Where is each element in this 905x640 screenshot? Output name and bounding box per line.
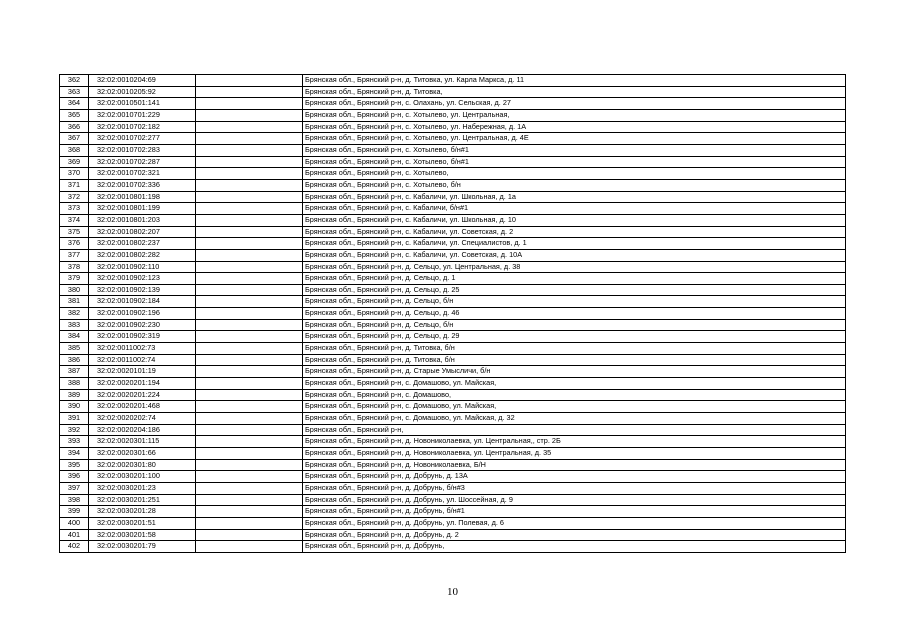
- cadastral-number-cell: 32:02:0020204:186: [89, 424, 196, 436]
- cadastral-number-cell: 32:02:0010902:123: [89, 273, 196, 285]
- table-row: [60, 343, 846, 355]
- address-cell: Брянская обл., Брянский р-н, д. Новониколаевка, ул. Центральная, д. 35: [303, 448, 846, 460]
- table-row: [60, 121, 846, 133]
- cadastral-number-cell: 32:02:0030201:100: [89, 471, 196, 483]
- address-cell: Брянская обл., Брянский р-н, д. Титовка, б/н: [303, 343, 846, 355]
- empty-cell: [196, 459, 303, 471]
- cadastral-number-cell: 32:02:0010902:230: [89, 319, 196, 331]
- table-row: [60, 238, 846, 250]
- cadastral-number-cell: 32:02:0010204:69: [89, 75, 196, 87]
- row-number-cell: 376: [60, 238, 89, 250]
- address-cell: Брянская обл., Брянский р-н, с. Кабаличи, ул. Школьная, д. 10: [303, 214, 846, 226]
- row-number-cell: 370: [60, 168, 89, 180]
- table-row: [60, 448, 846, 460]
- row-number-cell: 386: [60, 354, 89, 366]
- table-row: [60, 331, 846, 343]
- cadastral-number-cell: 32:02:0010702:277: [89, 133, 196, 145]
- cadastral-number-cell: 32:02:0020202:74: [89, 413, 196, 425]
- row-number-cell: 379: [60, 273, 89, 285]
- row-number-cell: 368: [60, 144, 89, 156]
- cadastral-number-cell: 32:02:0020101:19: [89, 366, 196, 378]
- cadastral-number-cell: 32:02:0030201:58: [89, 529, 196, 541]
- row-number-cell: 374: [60, 214, 89, 226]
- cadastral-number-cell: 32:02:0010902:110: [89, 261, 196, 273]
- page-number: 10: [447, 586, 458, 598]
- row-number-cell: 384: [60, 331, 89, 343]
- address-cell: Брянская обл., Брянский р-н, с. Кабаличи, ул. Школьная, д. 1а: [303, 191, 846, 203]
- address-cell: Брянская обл., Брянский р-н, д. Титовка, б/н: [303, 354, 846, 366]
- cadastral-number-cell: 32:02:0010801:203: [89, 214, 196, 226]
- empty-cell: [196, 471, 303, 483]
- cadastral-number-cell: 32:02:0030201:51: [89, 517, 196, 529]
- address-cell: Брянская обл., Брянский р-н, с. Домашово, ул. Майская,: [303, 378, 846, 390]
- cadastral-number-cell: 32:02:0010702:287: [89, 156, 196, 168]
- cadastral-number-cell: 32:02:0010801:198: [89, 191, 196, 203]
- empty-cell: [196, 436, 303, 448]
- address-cell: Брянская обл., Брянский р-н, д. Добрунь, д. 2: [303, 529, 846, 541]
- table-row: [60, 168, 846, 180]
- table-row: [60, 366, 846, 378]
- address-cell: Брянская обл., Брянский р-н, д. Старые Умысличи, б/н: [303, 366, 846, 378]
- cadastral-number-cell: 32:02:0020301:115: [89, 436, 196, 448]
- row-number-cell: 398: [60, 494, 89, 506]
- table-row: [60, 214, 846, 226]
- table-row: [60, 75, 846, 87]
- cadastral-number-cell: 32:02:0011002:74: [89, 354, 196, 366]
- cadastral-number-cell: 32:02:0030201:23: [89, 482, 196, 494]
- address-cell: Брянская обл., Брянский р-н, с. Кабаличи, ул. Специалистов, д. 1: [303, 238, 846, 250]
- row-number-cell: 389: [60, 389, 89, 401]
- table-row: [60, 378, 846, 390]
- address-cell: Брянская обл., Брянский р-н, с. Хотылево, б/н: [303, 179, 846, 191]
- cadastral-number-cell: 32:02:0020201:224: [89, 389, 196, 401]
- cadastral-number-cell: 32:02:0011002:73: [89, 343, 196, 355]
- table-row: [60, 389, 846, 401]
- cadastral-number-cell: 32:02:0020301:80: [89, 459, 196, 471]
- empty-cell: [196, 343, 303, 355]
- empty-cell: [196, 319, 303, 331]
- address-cell: Брянская обл., Брянский р-н, с. Домашово, ул. Майская,: [303, 401, 846, 413]
- row-number-cell: 400: [60, 517, 89, 529]
- row-number-cell: 385: [60, 343, 89, 355]
- address-cell: Брянская обл., Брянский р-н, с. Кабаличи, б/н#1: [303, 203, 846, 215]
- address-cell: Брянская обл., Брянский р-н, д. Добрунь, д. 13А: [303, 471, 846, 483]
- row-number-cell: 392: [60, 424, 89, 436]
- table-row: [60, 436, 846, 448]
- table-row: [60, 517, 846, 529]
- table-row: [60, 156, 846, 168]
- empty-cell: [196, 86, 303, 98]
- table-row: [60, 308, 846, 320]
- cadastral-number-cell: 32:02:0010802:207: [89, 226, 196, 238]
- table-row: [60, 541, 846, 553]
- address-cell: Брянская обл., Брянский р-н, с. Хотылево, б/н#1: [303, 156, 846, 168]
- cadastral-number-cell: 32:02:0010205:92: [89, 86, 196, 98]
- row-number-cell: 378: [60, 261, 89, 273]
- row-number-cell: 399: [60, 506, 89, 518]
- row-number-cell: 383: [60, 319, 89, 331]
- address-cell: Брянская обл., Брянский р-н, д. Добрунь, ул. Шоссейная, д. 9: [303, 494, 846, 506]
- empty-cell: [196, 541, 303, 553]
- cadastral-number-cell: 32:02:0020201:194: [89, 378, 196, 390]
- address-cell: Брянская обл., Брянский р-н, д. Сельцо, ул. Центральная, д. 38: [303, 261, 846, 273]
- cadastral-number-cell: 32:02:0010902:196: [89, 308, 196, 320]
- row-number-cell: 382: [60, 308, 89, 320]
- row-number-cell: 362: [60, 75, 89, 87]
- row-number-cell: 396: [60, 471, 89, 483]
- row-number-cell: 377: [60, 249, 89, 261]
- empty-cell: [196, 506, 303, 518]
- table-row: [60, 413, 846, 425]
- address-cell: Брянская обл., Брянский р-н, д. Добрунь, б/н#1: [303, 506, 846, 518]
- empty-cell: [196, 144, 303, 156]
- table-row: [60, 296, 846, 308]
- empty-cell: [196, 238, 303, 250]
- empty-cell: [196, 109, 303, 121]
- row-number-cell: 375: [60, 226, 89, 238]
- empty-cell: [196, 168, 303, 180]
- row-number-cell: 366: [60, 121, 89, 133]
- empty-cell: [196, 214, 303, 226]
- cadastral-number-cell: 32:02:0030201:28: [89, 506, 196, 518]
- address-cell: Брянская обл., Брянский р-н, д. Сельцо, б/н: [303, 296, 846, 308]
- address-cell: Брянская обл., Брянский р-н, д. Сельцо, д. 29: [303, 331, 846, 343]
- cadastral-number-cell: 32:02:0030201:251: [89, 494, 196, 506]
- table-row: [60, 86, 846, 98]
- row-number-cell: 372: [60, 191, 89, 203]
- row-number-cell: 380: [60, 284, 89, 296]
- row-number-cell: 363: [60, 86, 89, 98]
- address-cell: Брянская обл., Брянский р-н, д. Титовка, ул. Карла Маркса, д. 11: [303, 75, 846, 87]
- property-table: [59, 74, 846, 553]
- address-cell: Брянская обл., Брянский р-н, с. Олахань, ул. Сельская, д. 27: [303, 98, 846, 110]
- property-table-body: [60, 75, 846, 553]
- cadastral-number-cell: 32:02:0020301:66: [89, 448, 196, 460]
- row-number-cell: 364: [60, 98, 89, 110]
- address-cell: Брянская обл., Брянский р-н, д. Добрунь,: [303, 541, 846, 553]
- table-row: [60, 494, 846, 506]
- cadastral-number-cell: 32:02:0010702:283: [89, 144, 196, 156]
- empty-cell: [196, 226, 303, 238]
- table-row: [60, 179, 846, 191]
- cadastral-number-cell: 32:02:0010801:199: [89, 203, 196, 215]
- row-number-cell: 388: [60, 378, 89, 390]
- address-cell: Брянская обл., Брянский р-н, с. Домашово,: [303, 389, 846, 401]
- row-number-cell: 365: [60, 109, 89, 121]
- cadastral-number-cell: 32:02:0010902:139: [89, 284, 196, 296]
- cadastral-number-cell: 32:02:0010701:229: [89, 109, 196, 121]
- row-number-cell: 391: [60, 413, 89, 425]
- empty-cell: [196, 261, 303, 273]
- empty-cell: [196, 121, 303, 133]
- row-number-cell: 369: [60, 156, 89, 168]
- cadastral-number-cell: 32:02:0010702:321: [89, 168, 196, 180]
- cadastral-number-cell: 32:02:0020201:468: [89, 401, 196, 413]
- address-cell: Брянская обл., Брянский р-н, с. Хотылево, ул. Центральная, д. 4Е: [303, 133, 846, 145]
- empty-cell: [196, 296, 303, 308]
- address-cell: Брянская обл., Брянский р-н, с. Хотылево, б/н#1: [303, 144, 846, 156]
- address-cell: Брянская обл., Брянский р-н, д. Добрунь, ул. Полевая, д. 6: [303, 517, 846, 529]
- cadastral-number-cell: 32:02:0010802:282: [89, 249, 196, 261]
- empty-cell: [196, 75, 303, 87]
- empty-cell: [196, 331, 303, 343]
- cadastral-number-cell: 32:02:0030201:79: [89, 541, 196, 553]
- table-row: [60, 424, 846, 436]
- table-row: [60, 98, 846, 110]
- empty-cell: [196, 413, 303, 425]
- address-cell: Брянская обл., Брянский р-н, д. Новониколаевка, ул. Центральная,, стр. 2Б: [303, 436, 846, 448]
- address-cell: Брянская обл., Брянский р-н, с. Кабаличи, ул. Советская, д. 10А: [303, 249, 846, 261]
- table-row: [60, 133, 846, 145]
- empty-cell: [196, 273, 303, 285]
- table-row: [60, 482, 846, 494]
- address-cell: Брянская обл., Брянский р-н, д. Новониколаевка, Б/Н: [303, 459, 846, 471]
- table-row: [60, 401, 846, 413]
- empty-cell: [196, 448, 303, 460]
- empty-cell: [196, 378, 303, 390]
- row-number-cell: 387: [60, 366, 89, 378]
- row-number-cell: 367: [60, 133, 89, 145]
- address-cell: Брянская обл., Брянский р-н, с. Домашово, ул. Майская, д. 32: [303, 413, 846, 425]
- table-row: [60, 319, 846, 331]
- cadastral-number-cell: 32:02:0010902:319: [89, 331, 196, 343]
- cadastral-number-cell: 32:02:0010702:182: [89, 121, 196, 133]
- address-cell: Брянская обл., Брянский р-н,: [303, 424, 846, 436]
- table-row: [60, 284, 846, 296]
- row-number-cell: 371: [60, 179, 89, 191]
- row-number-cell: 395: [60, 459, 89, 471]
- table-row: [60, 109, 846, 121]
- row-number-cell: 402: [60, 541, 89, 553]
- cadastral-number-cell: 32:02:0010501:141: [89, 98, 196, 110]
- empty-cell: [196, 494, 303, 506]
- table-row: [60, 459, 846, 471]
- row-number-cell: 381: [60, 296, 89, 308]
- empty-cell: [196, 284, 303, 296]
- cadastral-number-cell: 32:02:0010902:184: [89, 296, 196, 308]
- table-row: [60, 354, 846, 366]
- cadastral-number-cell: 32:02:0010802:237: [89, 238, 196, 250]
- table-row: [60, 191, 846, 203]
- row-number-cell: 373: [60, 203, 89, 215]
- table-row: [60, 261, 846, 273]
- empty-cell: [196, 366, 303, 378]
- table-row: [60, 273, 846, 285]
- empty-cell: [196, 179, 303, 191]
- empty-cell: [196, 191, 303, 203]
- cadastral-number-cell: 32:02:0010702:336: [89, 179, 196, 191]
- address-cell: Брянская обл., Брянский р-н, д. Сельцо, б/н: [303, 319, 846, 331]
- address-cell: Брянская обл., Брянский р-н, д. Титовка,: [303, 86, 846, 98]
- empty-cell: [196, 401, 303, 413]
- address-cell: Брянская обл., Брянский р-н, д. Сельцо, д. 25: [303, 284, 846, 296]
- address-cell: Брянская обл., Брянский р-н, с. Кабаличи, ул. Советская, д. 2: [303, 226, 846, 238]
- table-row: [60, 471, 846, 483]
- table-row: [60, 203, 846, 215]
- empty-cell: [196, 354, 303, 366]
- row-number-cell: 397: [60, 482, 89, 494]
- table-row: [60, 529, 846, 541]
- table-row: [60, 249, 846, 261]
- empty-cell: [196, 424, 303, 436]
- empty-cell: [196, 133, 303, 145]
- row-number-cell: 401: [60, 529, 89, 541]
- address-cell: Брянская обл., Брянский р-н, д. Добрунь, б/н#3: [303, 482, 846, 494]
- table-row: [60, 506, 846, 518]
- row-number-cell: 390: [60, 401, 89, 413]
- empty-cell: [196, 98, 303, 110]
- address-cell: Брянская обл., Брянский р-н, с. Хотылево, ул. Набережная, д. 1А: [303, 121, 846, 133]
- empty-cell: [196, 389, 303, 401]
- empty-cell: [196, 203, 303, 215]
- address-cell: Брянская обл., Брянский р-н, с. Хотылево,: [303, 168, 846, 180]
- empty-cell: [196, 249, 303, 261]
- address-cell: Брянская обл., Брянский р-н, д. Сельцо, д. 1: [303, 273, 846, 285]
- empty-cell: [196, 517, 303, 529]
- empty-cell: [196, 529, 303, 541]
- address-cell: Брянская обл., Брянский р-н, д. Сельцо, д. 46: [303, 308, 846, 320]
- empty-cell: [196, 308, 303, 320]
- empty-cell: [196, 156, 303, 168]
- empty-cell: [196, 482, 303, 494]
- row-number-cell: 394: [60, 448, 89, 460]
- table-row: [60, 226, 846, 238]
- row-number-cell: 393: [60, 436, 89, 448]
- address-cell: Брянская обл., Брянский р-н, с. Хотылево, ул. Центральная,: [303, 109, 846, 121]
- table-row: [60, 144, 846, 156]
